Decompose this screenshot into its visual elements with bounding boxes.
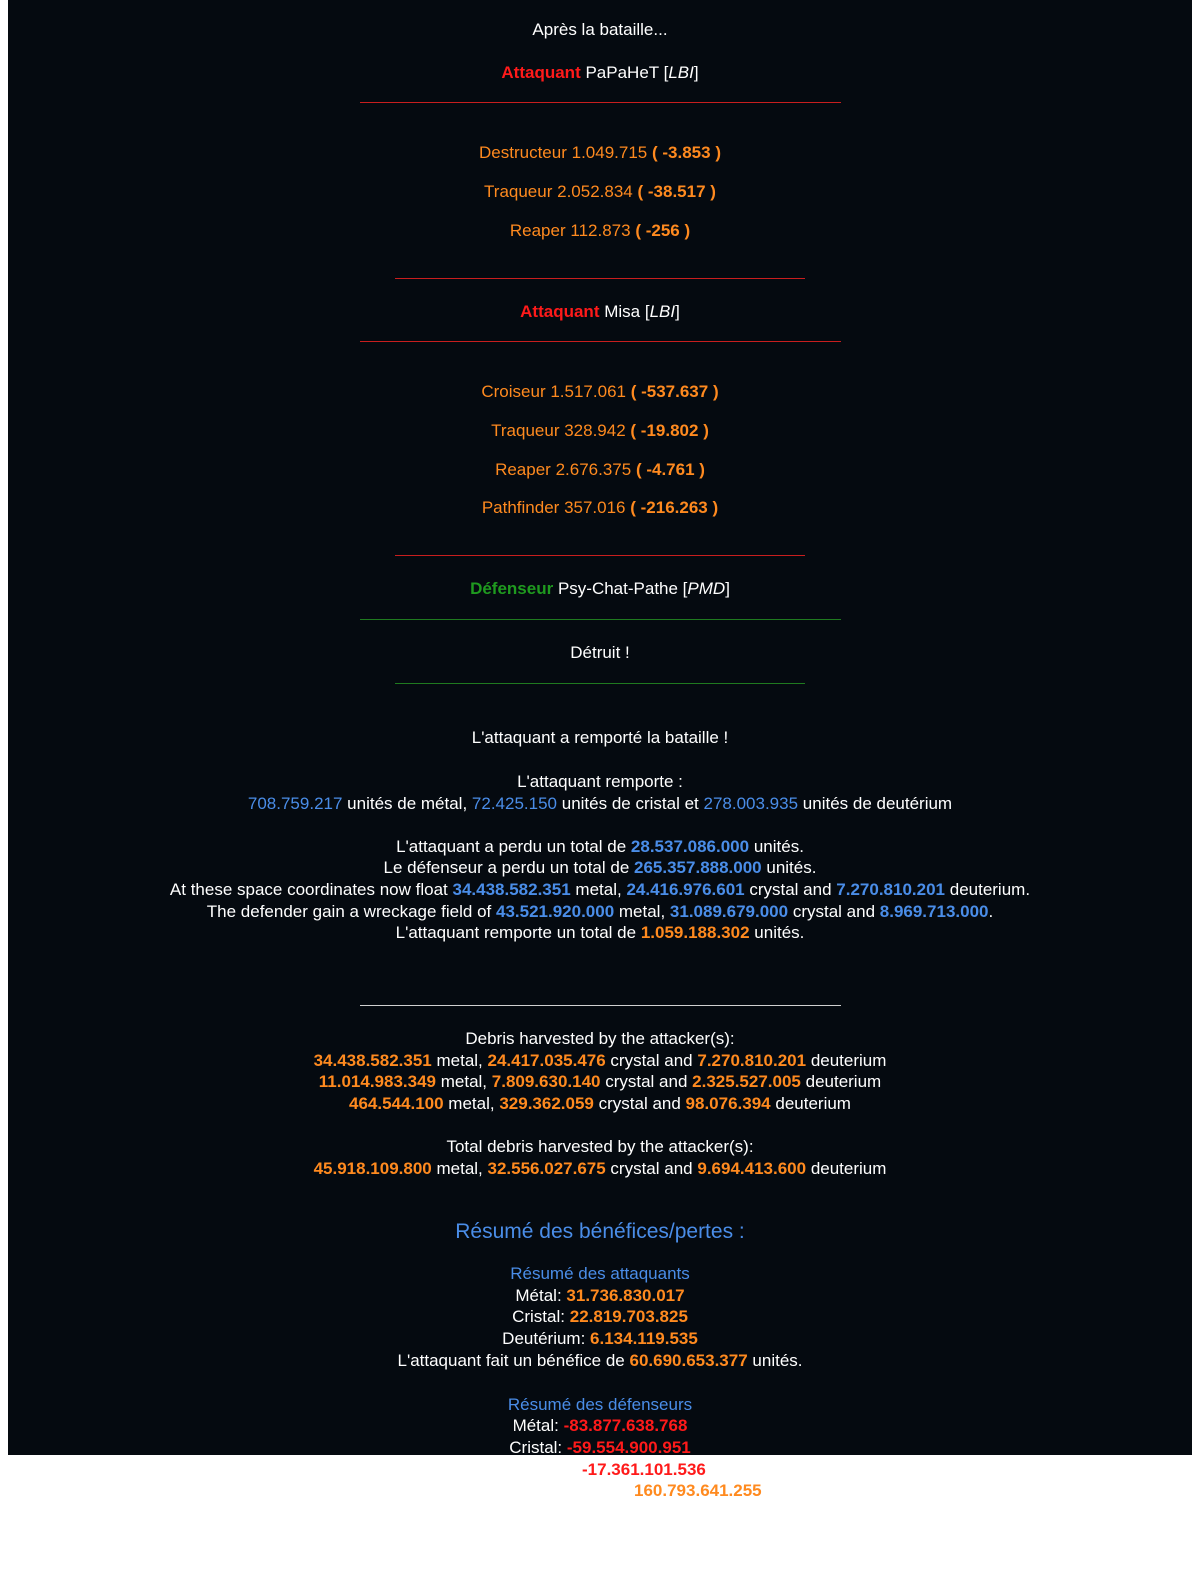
attackers-deuterium-line	[8, 1328, 1192, 1350]
ship-loss: -537.637	[641, 382, 709, 402]
attackers-profit: 60.690.653.377	[629, 1350, 748, 1370]
wreckage-crystal: 31.089.679.000	[669, 901, 789, 921]
attacker-1-fleet	[8, 142, 1192, 241]
attackers-metal-line	[8, 1285, 1192, 1307]
ship-loss: -4.761	[646, 459, 695, 479]
deuterium-word: deuterium	[775, 1094, 851, 1114]
wreckage-line: The defender gain a wreckage field of 43.521.920.000 metal, 31.089.679.000 crystal and 8.969.713.000.	[206, 901, 994, 921]
profit-label: L'attaquant fait un bénéfice de	[397, 1350, 625, 1370]
attacker-total-label: L'attaquant remporte un total de	[395, 923, 637, 943]
ship-count: 357.016	[564, 498, 626, 518]
debris-row	[8, 1071, 1192, 1093]
debris-deuterium: 2.325.527.005	[692, 1072, 801, 1092]
attacker-role-label: Attaquant	[501, 62, 581, 82]
defenders-loss: 160.793.641.255	[634, 1481, 762, 1501]
debris-crystal: 7.809.630.140	[491, 1072, 601, 1092]
attacker-total-line	[8, 922, 1192, 944]
ship-row: Croiseur 1.517.061 ( -537.637 )	[481, 382, 719, 402]
crystal-label: Cristal:	[512, 1307, 565, 1327]
ship-loss: -216.263	[640, 498, 708, 518]
units-suffix: unités.	[753, 836, 804, 856]
crystal-word: crystal and	[792, 901, 876, 921]
debris-total-metal: 45.918.109.800	[313, 1158, 432, 1178]
loot-metal-label: unités de métal,	[347, 793, 468, 813]
attacker-alliance: LBI	[649, 301, 676, 321]
attacker-lost-value: 28.537.086.000	[630, 836, 750, 856]
deuterium-label: Deutérium:	[502, 1329, 586, 1349]
debris-row	[8, 1093, 1192, 1115]
defender-lost-value: 265.357.888.000	[634, 858, 762, 878]
attacker-name: PaPaHeT	[585, 62, 659, 82]
debris-total-row	[8, 1158, 1192, 1180]
deuterium-word: deuterium	[805, 1072, 882, 1092]
defender-lost-label: Le défenseur a perdu un total de	[383, 858, 630, 878]
ship-count: 2.676.375	[555, 459, 632, 479]
ship-count: 1.049.715	[571, 143, 648, 163]
debris-harvest-title: Debris harvested by the attacker(s):	[465, 1029, 735, 1049]
attackers-crystal-line	[8, 1306, 1192, 1328]
metal-word: metal,	[436, 1050, 483, 1070]
ship-name: Reaper	[509, 220, 566, 240]
ship-row: Traqueur 2.052.834 ( -38.517 )	[484, 182, 716, 202]
defenders-crystal: -59.554.900.951	[566, 1437, 691, 1457]
metal-word: metal,	[448, 1094, 495, 1114]
ship-name: Traqueur	[491, 420, 560, 440]
ship-name: Reaper	[495, 459, 551, 479]
battle-winner: L'attaquant a remporté la bataille !	[471, 728, 729, 748]
attackers-summary-title: Résumé des attaquants	[510, 1263, 690, 1283]
float-metal: 34.438.582.351	[452, 879, 571, 899]
crystal-word: crystal and	[598, 1094, 681, 1114]
debris-crystal: 329.362.059	[499, 1094, 594, 1114]
defenders-deuterium-line	[8, 1459, 1192, 1481]
report-title: Après la bataille...	[532, 20, 668, 39]
summary-title: Résumé des bénéfices/pertes :	[455, 1220, 745, 1244]
crystal-word: crystal and	[749, 879, 832, 899]
loot-metal: 708.759.217	[247, 793, 343, 813]
debris-float-line	[8, 879, 1192, 901]
debris-row	[8, 1050, 1192, 1072]
attacker-2-header: Attaquant Misa [LBI]	[520, 301, 680, 321]
battle-report	[8, 0, 1192, 1566]
ship-name: Pathfinder	[481, 498, 560, 518]
attacker-role-label: Attaquant	[520, 301, 600, 321]
loot-crystal: 72.425.150	[471, 793, 558, 813]
attacker-1-header: Attaquant PaPaHeT [LBI]	[501, 62, 699, 82]
ship-loss: -19.802	[640, 420, 699, 440]
debris-metal: 34.438.582.351	[313, 1050, 432, 1070]
metal-label: Métal:	[515, 1285, 562, 1305]
deuterium-word: deuterium.	[949, 879, 1031, 899]
attacker-total-value: 1.059.188.302	[640, 923, 750, 943]
powered-by: Powered by OGotcha Convertisseur de RC 5.1.0	[459, 1550, 741, 1566]
metal-label: Métal:	[512, 1416, 559, 1436]
loot-deuterium: 278.003.935	[703, 793, 799, 813]
defenders-summary-title: Résumé des défenseurs	[507, 1394, 693, 1414]
crystal-label: Cristal:	[509, 1437, 563, 1457]
ship-count: 112.873	[570, 220, 631, 240]
wreckage-metal: 43.521.920.000	[495, 901, 615, 921]
defenders-deuterium: -17.361.101.536	[582, 1459, 706, 1479]
float-label: At these space coordinates now float	[169, 879, 448, 899]
defender-header: Défenseur Psy-Chat-Pathe [PMD]	[470, 579, 730, 599]
debris-crystal: 24.417.035.476	[487, 1050, 606, 1070]
units-suffix: unités.	[754, 923, 805, 943]
attacker-name: Misa	[604, 301, 641, 321]
metal-word: metal,	[618, 901, 666, 921]
debris-deuterium: 98.076.394	[685, 1094, 771, 1114]
attackers-profit-line	[8, 1350, 1192, 1372]
defender-name: Psy-Chat-Pathe	[557, 579, 678, 599]
ship-name: Traqueur	[484, 182, 553, 202]
ship-count: 2.052.834	[557, 182, 633, 202]
wreckage-deuterium: 8.969.713.000	[879, 901, 989, 921]
loss-label: Le défenseur a perdu un total de	[383, 1481, 630, 1501]
crystal-word: crystal and	[610, 1050, 693, 1070]
crystal-word: crystal and	[610, 1158, 693, 1178]
wreckage-label: The defender gain a wreckage field of	[206, 901, 492, 921]
units-suffix: unités.	[766, 1481, 817, 1501]
ship-loss: -3.853	[662, 143, 711, 163]
attackers-metal: 31.736.830.017	[566, 1285, 685, 1305]
defenders-crystal-line	[8, 1437, 1192, 1459]
defender-lost-line	[8, 857, 1192, 879]
attacker-alliance: LBI	[668, 62, 694, 82]
ship-loss: -256	[645, 220, 680, 240]
defender-alliance: PMD	[687, 579, 726, 599]
deuterium-word: deuterium	[810, 1158, 887, 1178]
debris-deuterium: 7.270.810.201	[697, 1050, 807, 1070]
ship-row: Reaper 2.676.375 ( -4.761 )	[495, 459, 705, 479]
debris-total-title: Total debris harvested by the attacker(s):	[446, 1136, 754, 1156]
debris-metal: 11.014.983.349	[318, 1072, 436, 1092]
loot-crystal-label: unités de cristal et	[561, 793, 699, 813]
crystal-word: crystal and	[605, 1072, 688, 1092]
debris-metal: 464.544.100	[349, 1094, 444, 1114]
deuterium-word: deuterium	[810, 1050, 887, 1070]
deuterium-label: Deutérium:	[494, 1459, 578, 1479]
ship-loss: -38.517	[647, 182, 706, 202]
ship-row: Reaper 112.873 ( -256 )	[509, 220, 691, 240]
ship-name: Destructeur	[479, 143, 567, 163]
debris-total-crystal: 32.556.027.675	[487, 1158, 606, 1178]
defender-role-label: Défenseur	[470, 579, 554, 599]
metal-word: metal,	[440, 1072, 488, 1092]
units-suffix: unités.	[766, 858, 817, 878]
defender-status: Détruit !	[570, 642, 630, 662]
attacker-2-fleet	[8, 381, 1192, 519]
ship-row: Pathfinder 357.016 ( -216.263 )	[481, 498, 719, 518]
ship-row: Traqueur 328.942 ( -19.802 )	[491, 420, 709, 440]
attackers-deuterium: 6.134.119.535	[590, 1329, 698, 1349]
defenders-loss-line	[8, 1480, 1192, 1502]
ship-count: 328.942	[564, 420, 626, 440]
ship-count: 1.517.061	[550, 382, 626, 402]
attacker-lost-line	[8, 836, 1192, 858]
loot-intro: L'attaquant remporte :	[517, 772, 683, 792]
defenders-metal-line	[8, 1415, 1192, 1437]
loot-line	[8, 793, 1192, 815]
float-crystal: 24.416.976.601	[626, 879, 745, 899]
float-deuterium: 7.270.810.201	[836, 879, 945, 899]
attackers-crystal: 22.819.703.825	[569, 1307, 688, 1327]
debris-total-deuterium: 9.694.413.600	[697, 1158, 807, 1178]
loot-deuterium-label: unités de deutérium	[802, 793, 953, 813]
ship-row: Destructeur 1.049.715 ( -3.853 )	[479, 143, 721, 163]
metal-word: metal,	[575, 879, 622, 899]
defenders-metal: -83.877.638.768	[563, 1416, 688, 1436]
units-suffix: unités.	[752, 1350, 803, 1370]
ship-name: Croiseur	[481, 382, 546, 402]
attacker-lost-label: L'attaquant a perdu un total de	[396, 836, 627, 856]
metal-word: metal,	[436, 1158, 483, 1178]
